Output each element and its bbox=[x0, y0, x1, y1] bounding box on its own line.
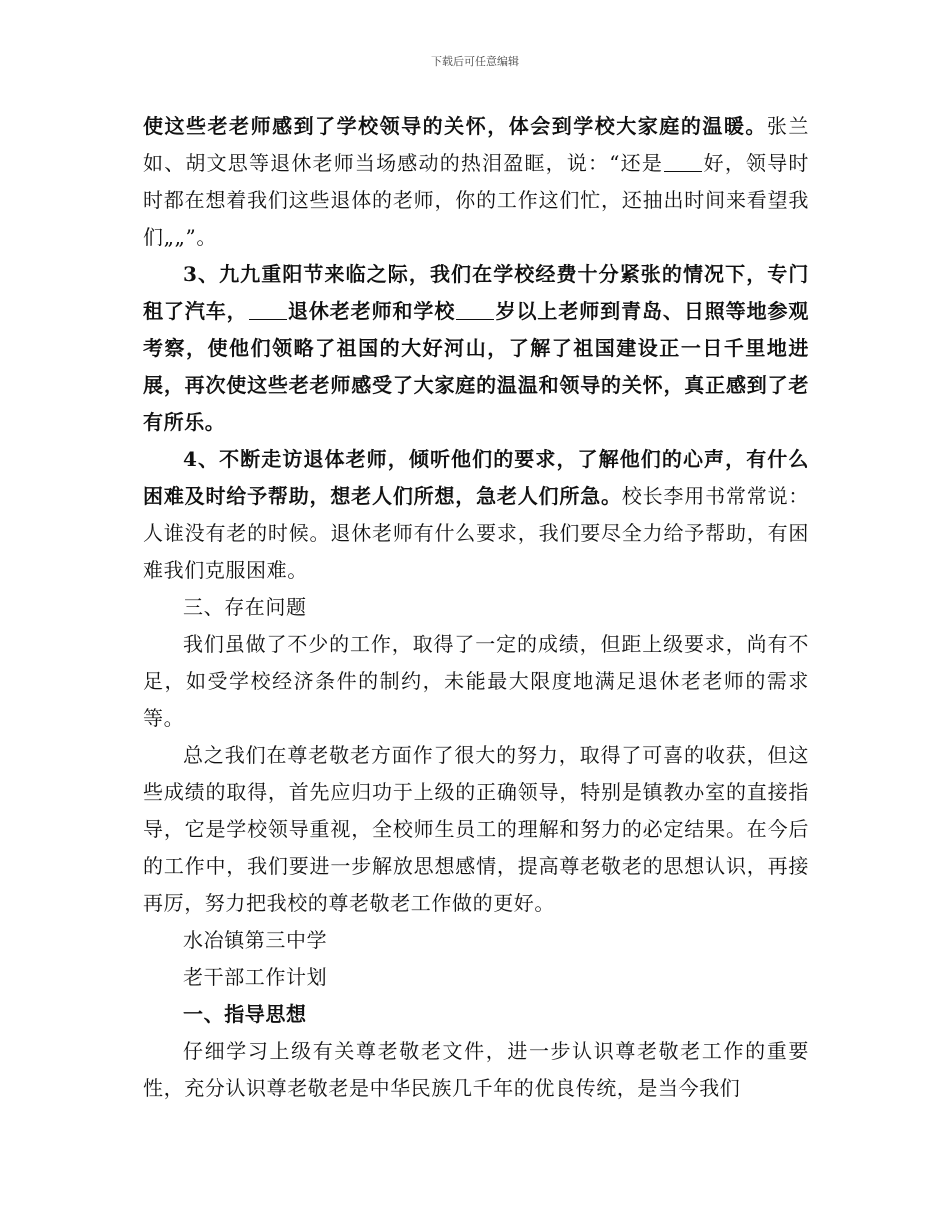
paragraph-1-text-b: 好，领导时时都在想着我们这些退体的老师，你的工作这们忙，还抽出时间来看望我们„„”。 bbox=[143, 151, 809, 249]
paragraph-2 bbox=[143, 256, 809, 441]
section-heading-problems: 三、存在问题 bbox=[183, 595, 307, 619]
school-name: 水冶镇第三中学 bbox=[183, 928, 328, 952]
paragraph-3 bbox=[143, 441, 809, 589]
paragraph-1-text-a: 张兰如、胡文思等退休老师当场感动的热泪盈眶，说：“还是 bbox=[143, 114, 810, 175]
paragraph-1 bbox=[143, 108, 809, 256]
paragraph-3-text: 校长李用书常常说：人谁没有老的时候。退休老师有什么要求，我们要尽全力给予帮助，有困难我们克服困难。 bbox=[143, 484, 809, 582]
section-heading-guiding-thought: 一、指导思想 bbox=[183, 1002, 307, 1026]
paragraph-2-text-b: 退休老老师和学校 bbox=[287, 299, 456, 323]
paragraph-4: 我们虽做了不少的工作，取得了一定的成绩，但距上级要求，尚有不足，如受学校经济条件的制约，未能最大限度地满足退休老老师的需求等。 bbox=[143, 632, 809, 730]
fill-blank bbox=[664, 153, 702, 172]
paragraph-2-text-c: 岁以上老师到青岛、日照等地参观考察，使他们领略了祖国的大好河山，了解了祖国建设正一日千里地进展，再次使这些老老师感受了大家庭的温温和领导的关怀，真正感到了老有所乐。 bbox=[143, 299, 810, 434]
paragraph-6: 仔细学习上级有关尊老敬老文件，进一步认识尊老敬老工作的重要性，充分认识尊老敬老是中华民族几千年的优良传统，是当今我们 bbox=[143, 1039, 809, 1100]
paragraph-5: 总之我们在尊老敬老方面作了很大的努力，取得了可喜的收获，但这些成绩的取得，首先应归功于上级的正确领导，特别是镇教办室的直接指导，它是学校领导重视，全校师生员工的理解和努力的必定结果。在今后的工作中，我们要进一步解放思想感情，提高尊老敬老的思想认识，再接再厉，努力把我校的尊老敬老工作做的更好。 bbox=[143, 743, 809, 915]
fill-blank bbox=[456, 301, 494, 320]
paragraph-3-bold: 4、不断走访退体老师，倾听他们的要求，了解他们的心声，有什么困难及时给予帮助，想老人们所想，急老人们所急。 bbox=[143, 447, 809, 508]
document-body bbox=[143, 108, 809, 1107]
page-header: 下载后可任意编辑 bbox=[431, 55, 519, 68]
fill-blank bbox=[249, 301, 287, 320]
paragraph-2-text-a: 3、九九重阳节来临之际，我们在学校经费十分紧张的情况下，专门租了汽车， bbox=[143, 262, 809, 323]
paragraph-1-bold: 使这些老老师感到了学校领导的关怀，体会到学校大家庭的温暖。 bbox=[143, 114, 767, 138]
document-title: 老干部工作计划 bbox=[183, 965, 328, 989]
